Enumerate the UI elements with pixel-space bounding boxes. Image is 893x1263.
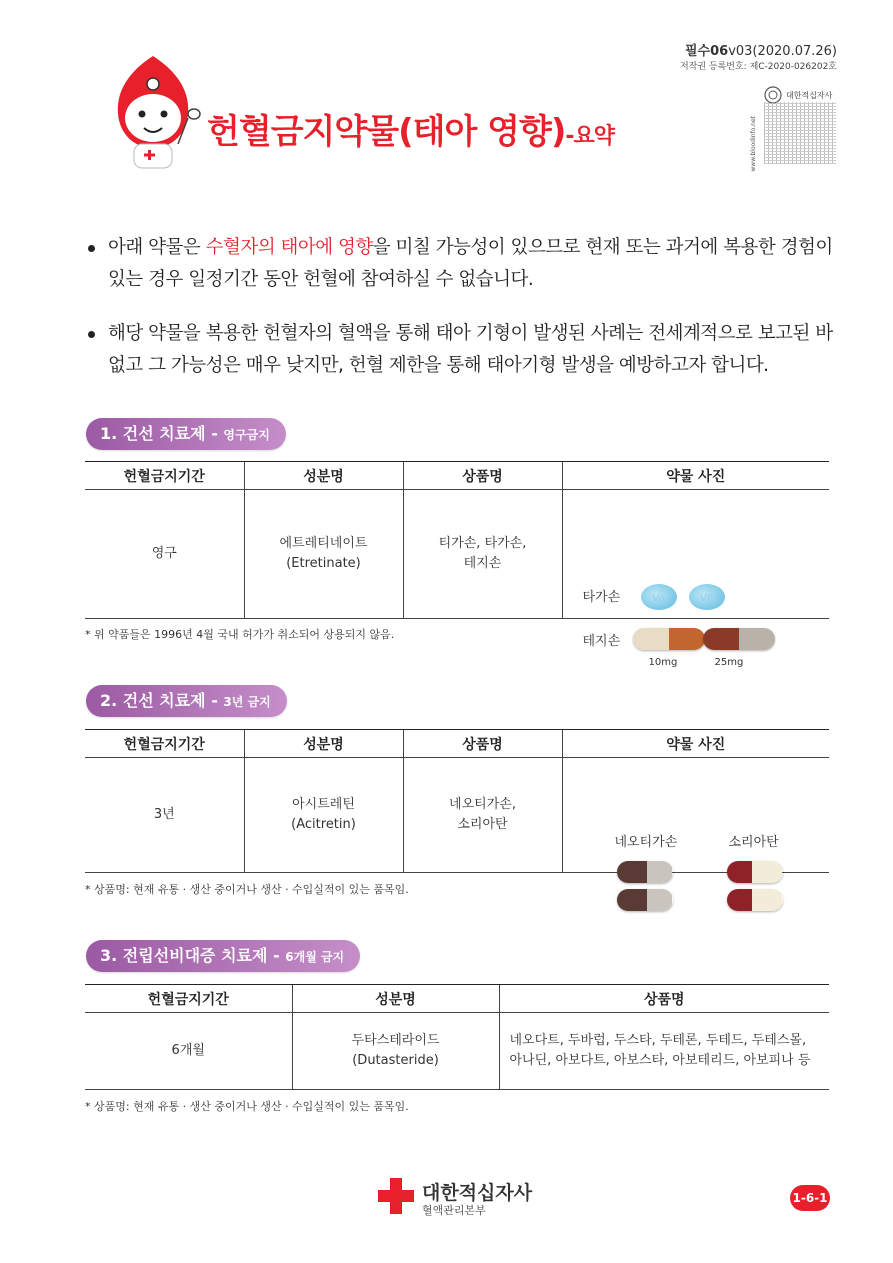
- capsule-image: [633, 628, 705, 650]
- qr-label: 대한적십자사: [786, 91, 833, 100]
- intro-bullets: [88, 232, 838, 404]
- table-header-row: [85, 462, 829, 490]
- photo-label: 네오티가손: [614, 835, 678, 850]
- section-3-note: * 상품명: 현재 유통 · 생산 중이거나 생산 · 수입실적이 있는 품목임.: [85, 1100, 409, 1113]
- qr-code: [746, 86, 838, 172]
- section-2-note: * 상품명: 현재 유통 · 생산 중이거나 생산 · 수입실적이 있는 품목임.: [85, 883, 409, 896]
- column-header: 상품명: [403, 462, 562, 490]
- product-cell: 네오다트, 두바럽, 두스타, 두테론, 두테드, 두테스몰, 아나딘, 아보다트, 아보스타, 아보테리드, 아보피나 등: [499, 1013, 829, 1090]
- page-title: 헌혈금지약물(태아 영향)-요약: [207, 112, 614, 152]
- section-3-table: [85, 984, 829, 1090]
- column-header: 약물 사진: [562, 462, 829, 490]
- section-3-title: 3. 전립선비대증 치료제 - 6개월 금지: [86, 940, 360, 972]
- ingredient-cell: 에트레티네이트 (Etretinate): [244, 490, 403, 619]
- capsule-image: [617, 861, 673, 883]
- table-row: [85, 1013, 829, 1090]
- organization-department: 혈액관리본부: [422, 1204, 486, 1217]
- ingredient-cell: 아시트레틴 (Acitretin): [244, 758, 403, 873]
- product-cell: 네오티가손, 소리아탄: [403, 758, 562, 873]
- capsule-image: [703, 628, 775, 650]
- mascot-icon: [98, 52, 208, 172]
- column-header: 성분명: [244, 730, 403, 758]
- qr-pattern: [764, 102, 836, 164]
- column-header: 헌혈금지기간: [85, 985, 292, 1013]
- highlight-text: 수혈자의 태아에 영향: [205, 237, 373, 258]
- tablet-image: Vo: [641, 584, 677, 610]
- section-1-title: 1. 건선 치료제 - 영구금지: [86, 418, 286, 450]
- copyright-registration: 저작권 등록번호: 제C-2020-026202호: [679, 62, 837, 72]
- column-header: 상품명: [403, 730, 562, 758]
- photo-label: 테지손: [582, 634, 621, 649]
- photo-label: 타가손: [582, 590, 621, 605]
- section-2-title: 2. 건선 치료제 - 3년 금지: [86, 685, 287, 717]
- dose-label: 25mg: [714, 657, 744, 668]
- ban-period: 3년: [85, 758, 244, 873]
- column-header: 상품명: [499, 985, 829, 1013]
- tablet-image: VP: [689, 584, 725, 610]
- table-row: [85, 490, 829, 619]
- product-cell: 티가손, 타가손, 테지손: [403, 490, 562, 619]
- qr-side-text: www.bloodinfo.net: [750, 116, 757, 172]
- table-row: [85, 758, 829, 873]
- ingredient-cell: 두타스테라이드 (Dutasteride): [292, 1013, 499, 1090]
- column-header: 성분명: [292, 985, 499, 1013]
- drug-photo-cell: [562, 490, 829, 668]
- column-header: 헌혈금지기간: [85, 462, 244, 490]
- intro-bullet-1: 아래 약물은 수혈자의 태아에 영향을 미칠 가능성이 있으므로 현재 또는 과거에 복용한 경험이 있는 경우 일정기간 동안 헌혈에 참여하실 수 없습니다.: [88, 232, 838, 296]
- organization-name: 대한적십자사: [422, 1182, 533, 1204]
- page-number-badge: 1-6-1: [790, 1185, 830, 1211]
- red-cross-icon: [378, 1178, 414, 1214]
- ban-period: 영구: [85, 490, 244, 619]
- page-title-sub: -요약: [565, 124, 614, 149]
- table-header-row: [85, 985, 829, 1013]
- ban-period: 6개월: [85, 1013, 292, 1090]
- photo-label: 소리아탄: [728, 835, 779, 850]
- drug-photo-cell: [562, 758, 829, 873]
- table-header-row: [85, 730, 829, 758]
- capsule-image: [617, 889, 673, 911]
- section-1-note: * 위 약품들은 1996년 4월 국내 허가가 취소되어 상용되지 않음.: [85, 628, 395, 641]
- document-code: 필수06v03(2020.07.26): [684, 44, 837, 59]
- capsule-image: [727, 861, 783, 883]
- column-header: 성분명: [244, 462, 403, 490]
- section-2-table: [85, 729, 829, 873]
- intro-bullet-2: 해당 약물을 복용한 헌혈자의 혈액을 통해 태아 기형이 발생된 사례는 전세계적으로 보고된 바 없고 그 가능성은 매우 낮지만, 헌혈 제한을 통해 태아기형 발생을 예방하고자 합니다.: [88, 318, 838, 382]
- dose-label: 10mg: [648, 657, 678, 668]
- column-header: 헌혈금지기간: [85, 730, 244, 758]
- column-header: 약물 사진: [562, 730, 829, 758]
- capsule-image: [727, 889, 783, 911]
